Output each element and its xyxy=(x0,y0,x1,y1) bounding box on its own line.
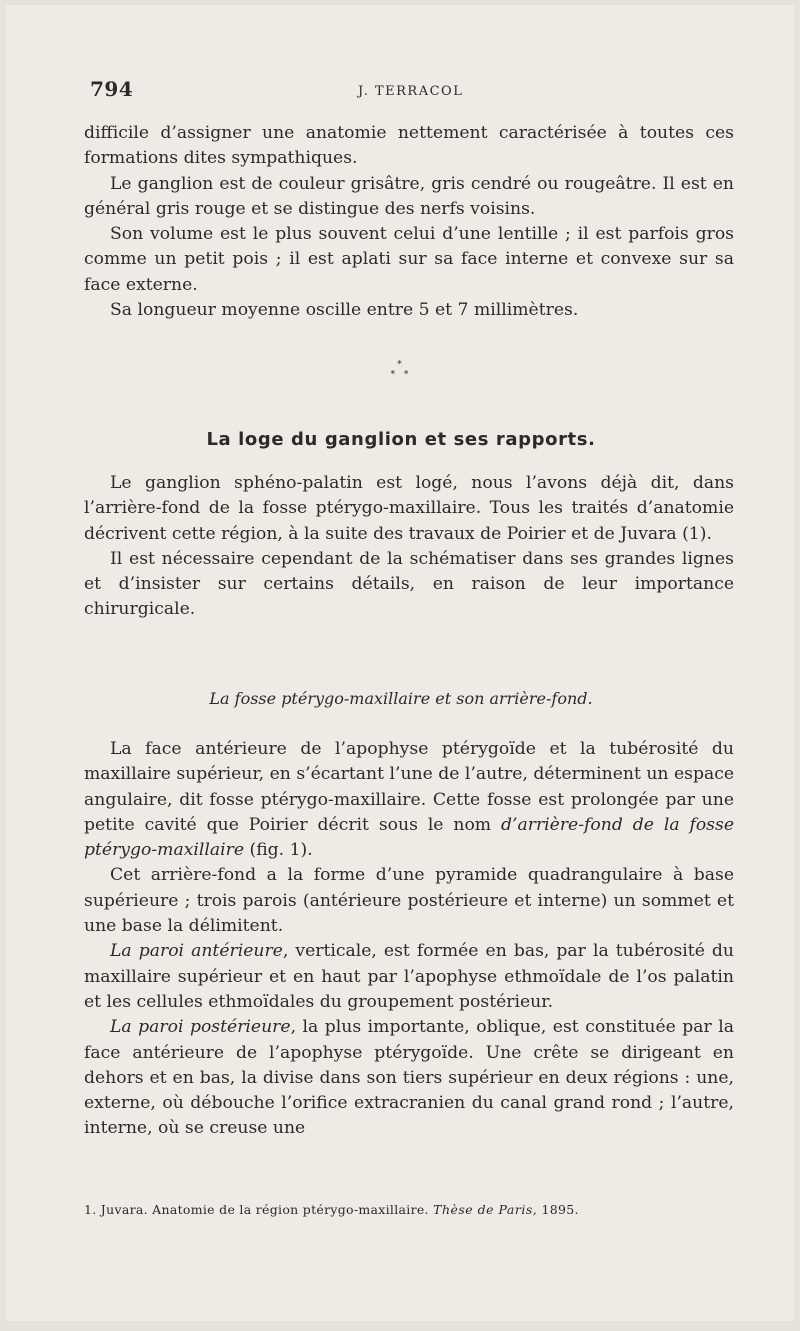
figure-reference: (fig. 1). xyxy=(244,840,313,861)
paragraph-text: La face antérieure de l’apophyse ptérygoïde et la tubérosité du maxillaire supérieur, en s’écartant l’une de l’autre, déterminent un espace angulaire, dit fosse ptérygo-maxillaire. Cette fosse est prolongée par une petite cavité que Poirier décrit sous le nom xyxy=(84,739,734,835)
paragraph-text: , la plus importante, oblique, est constituée par la face antérieure de l’apophyse ptérygoïde. Une crête se dirigeant en dehors et en bas, la divise dans son tiers supérieur en deux régions : une, externe, où débouche l’orifice extracranien du canal grand rond ; l’autre, interne, où se creuse une xyxy=(84,1017,734,1139)
paragraph xyxy=(84,939,734,1015)
italic-term: La paroi antérieure xyxy=(110,941,283,962)
paragraph: difficile d’assigner une anatomie nettement caractérisée à toutes ces formations dites sympathiques. xyxy=(84,123,734,169)
section-heading: La loge du ganglion et ses rapports. xyxy=(206,429,596,450)
subsection-heading: La fosse ptérygo-maxillaire et son arrière-fond. xyxy=(209,689,593,708)
subsection-body xyxy=(84,737,734,1142)
paragraph: Son volume est le plus souvent celui d’une lentille ; il est parfois gros comme un petit pois ; il est aplati sur sa face interne et convexe sur sa face externe. xyxy=(84,224,734,295)
footnote-text: 1. Juvara. Anatomie de la région ptérygo-maxillaire. xyxy=(84,1202,434,1217)
running-head: J. TERRACOL xyxy=(358,84,464,99)
paragraph: Sa longueur moyenne oscille entre 5 et 7 millimètres. xyxy=(110,300,579,321)
paragraph: Il est nécessaire cependant de la schématiser dans ses grandes lignes et d’insister sur certains détails, en raison de leur importance chirurgicale. xyxy=(84,548,734,620)
book-page xyxy=(6,5,794,1321)
paragraph-text: , verticale, est formée en bas, par la tubérosité du maxillaire supérieur et en haut par l’apophyse ethmoïdale de l’os palatin et les cellules ethmoïdales du groupement postérieur. xyxy=(84,941,734,1012)
italic-term: d’arrière-fond de la fosse ptérygo-maxillaire xyxy=(84,814,734,861)
footnote-italic: Thèse de Paris, xyxy=(433,1202,538,1217)
paragraph xyxy=(84,737,734,863)
asterism-top: * xyxy=(397,360,405,370)
footnote-year: 1895. xyxy=(537,1202,579,1217)
paragraph xyxy=(84,1015,734,1141)
opening-paragraphs xyxy=(84,121,734,323)
page-header xyxy=(80,77,740,107)
footnote xyxy=(84,1202,744,1217)
asterism-bottom: * * xyxy=(390,370,412,380)
section-intro xyxy=(84,471,734,623)
page-number: 794 xyxy=(90,77,134,101)
paragraph: Le ganglion est de couleur grisâtre, gris cendré ou rougeâtre. Il est en général gris rouge et se distingue des nerfs voisins. xyxy=(84,173,734,219)
paragraph: Le ganglion sphéno-palatin est logé, nous l’avons déjà dit, dans l’arrière-fond de la fosse ptérygo-maxillaire. Tous les traités d’anatomie décrivent cette région, à la suite des travaux de Poirier et de Juvara (1). xyxy=(84,473,734,544)
asterism-separator xyxy=(386,360,416,380)
italic-term: La paroi postérieure xyxy=(110,1017,291,1038)
paragraph: Cet arrière-fond a la forme d’une pyramide quadrangulaire à base supérieure ; trois parois (antérieure postérieure et interne) un sommet et une base la délimitent. xyxy=(84,865,734,937)
